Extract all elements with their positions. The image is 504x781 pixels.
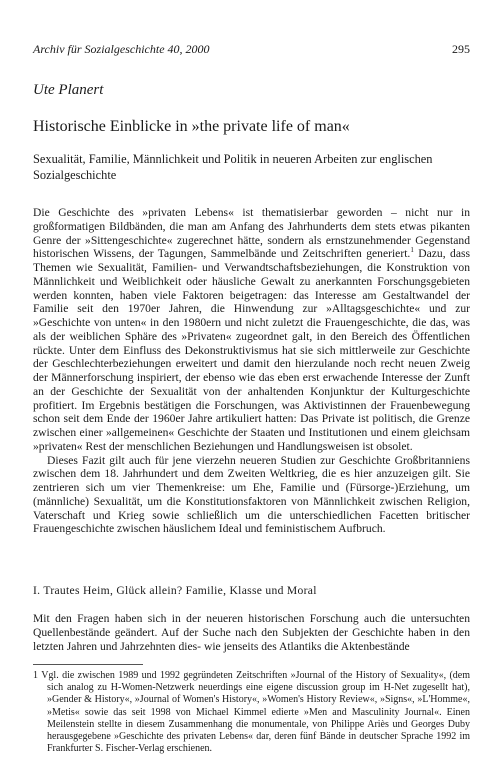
footnote-text: 1 Vgl. die zwischen 1989 und 1992 gegründeten Zeitschriften »Journal of the History of Sexuality«, (dem sich analog zu H-Women-Netzwerk neuerdings eine eigene discussion group im H-Net zugesellt hat), »Gender & History«, »Journal of Women's History«, »Women's History Review«, »Signs«, »L'Homme«, »Metis« sowie das seit 1998 von Michael Kimmel edierte »Men and Masculinity Journal«. Einen Meilenstein stellte in diesem Zusammenhang die monumentale, von Philippe Ariès und Georges Duby herausgegebene »Geschichte des privaten Lebens« dar, deren fünf Bände in deutscher Sprache 1992 im Frankfurter S. Fischer-Verlag erschienen. [33, 670, 470, 755]
body-paragraph: Dieses Fazit gilt auch für jene vierzehn neueren Studien zur Geschichte Großbritanniens zwischen dem 18. Jahrhundert und dem Zweiten Weltkrieg, die es hier anzuzeigen gilt. Sie zentrieren sich um vier Themenkreise: um Ehe, Familie und (Fürsorge-)Erziehung, um (männliche) Sexualität, um die Konstitutionsfaktoren von Männlichkeit zwischen Religion, Vaterschaft und Krieg sowie schließlich um die unterschiedlichen Facetten britischer Frauengeschichte zwischen häuslichem Ideal und feministischem Aufbruch. [33, 453, 470, 536]
author-name: Ute Planert [33, 82, 104, 98]
article-title: Historische Einblicke in »the private life of man« [33, 118, 350, 135]
article-body [33, 206, 470, 536]
footnote [33, 670, 470, 755]
journal-citation: Archiv für Sozialgeschichte 40, 2000 [33, 42, 210, 56]
article-subtitle: Sexualität, Familie, Männlichkeit und Politik in neueren Arbeiten zur englischen Sozialgeschichte [33, 152, 433, 182]
paragraph-text: Die Geschichte des »privaten Lebens« ist thematisierbar geworden – nicht nur in großformatigen Bildbänden, die man am Anfang des Jahrhunderts dem stets etwas pikanten Genre der »Sittengeschichte« zugerechnet hätte, sondern als ernstzunehmender Gegenstand historischen Wissens, der Tagungen, Sammelbände und Zeitschriften generiert. [33, 206, 470, 261]
footnote-divider [33, 664, 143, 665]
footnote-reference[interactable]: 1 [410, 246, 414, 255]
section-body [33, 612, 470, 653]
body-paragraph [33, 206, 470, 454]
page-number: 295 [452, 42, 470, 56]
body-paragraph: Mit den Fragen haben sich in der neueren historischen Forschung auch die untersuchten Quellenbestände geändert. Auf der Suche nach den Subjekten der Geschichte haben in den letzten Jahren und Jahrzehnten dies- wie jenseits des Atlantiks die Aktenbestände [33, 612, 470, 653]
running-header [33, 42, 470, 57]
section-heading: I. Trautes Heim, Glück allein? Familie, Klasse und Moral [33, 584, 317, 597]
paragraph-text: Dazu, dass Themen wie Sexualität, Familien- und Verwandtschaftsbeziehungen, die Konstruktion von Männlichkeit und Weiblichkeit oder häusliche Gewalt zu anerkannten Forschungsgebieten werden konnten, haben viele Faktoren beigetragen: das Interesse am Gestaltwandel der Familie seit den 1970er Jahren, die Hinwendung zur »Alltagsgeschichte« und zur »Geschichte von unten« in den 1980ern und nicht zuletzt die Frauengeschichte, die das, was als der weiblichen Sphäre des »Privaten« zugeordnet galt, in den Bereich des Öffentlichen rückte. Unter dem Einfluss des Dekonstruktivismus hat sie sich mittlerweile zur Geschichte der Geschlechterbeziehungen erweitert und damit den hierzulande noch recht neuen Zweig der Männerforschung inspiriert, der ebenso wie das eben erst erwachende Interesse der Zunft an der Geschichte der Sexualität von der anhaltenden Konjunktur der Kulturgeschichte profitiert. Im Ergebnis bestätigen die Forschungen, was Aktivistinnen der Frauenbewegung schon seit dem Ende der 1960er Jahre artikuliert hatten: Das Private ist politisch, die Grenze zwischen einer »allgemeinen« Geschichte der Staaten und Institutionen und einem gleichsam »privaten« Rest der menschlichen Beziehungen und Handlungsweisen ist obsolet. [33, 247, 470, 453]
